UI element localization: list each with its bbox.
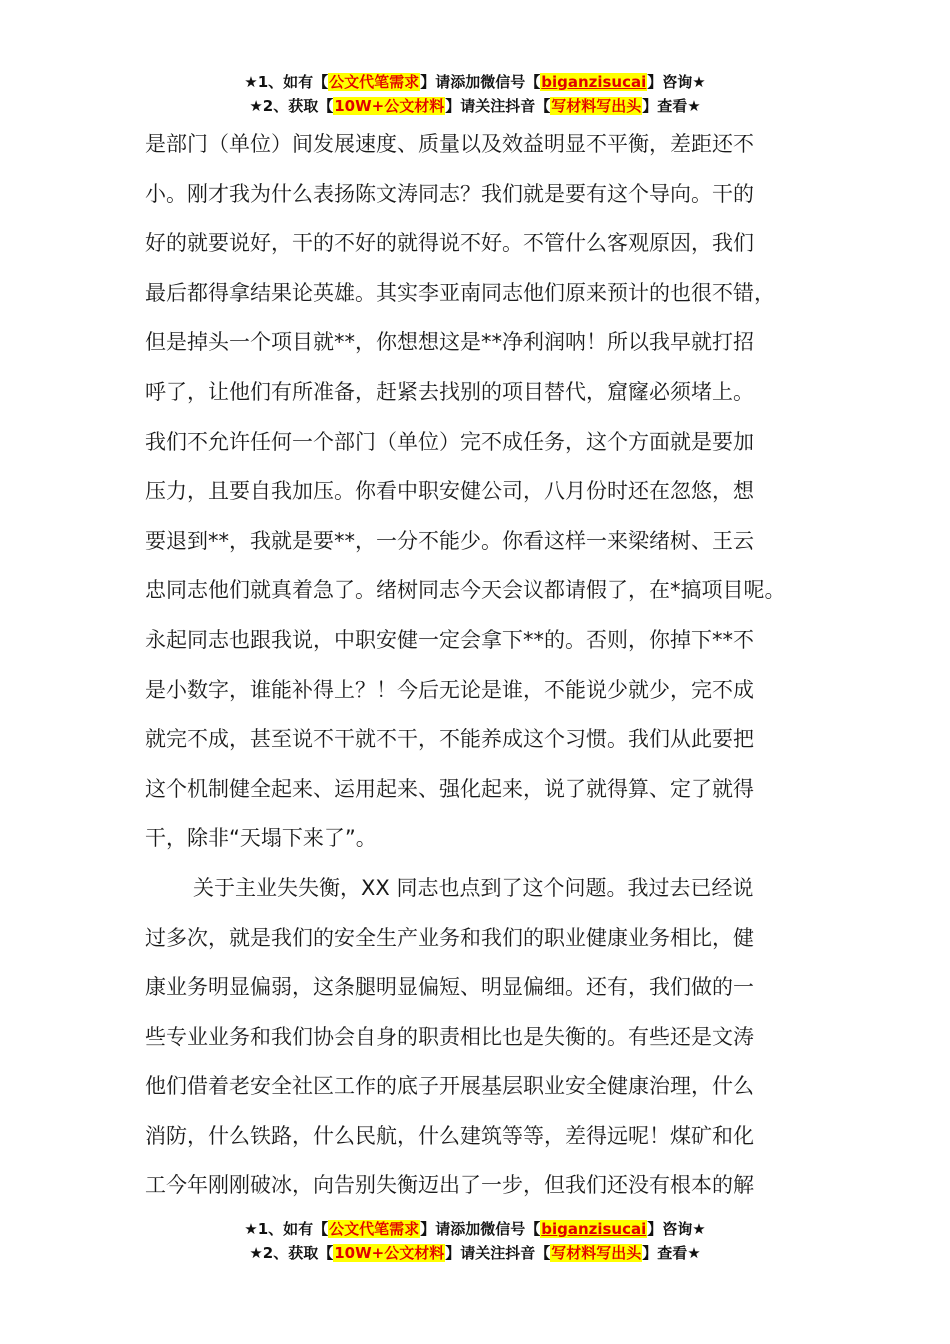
text-line: 他们借着老安全社区工作的底子开展基层职业安全健康治理，什么 — [145, 1074, 754, 1099]
text-line: 永起同志也跟我说，中职安健一定会拿下**的。否则，你掉下**不 — [145, 627, 754, 652]
banner-1-highlight-service: 公文代笔需求 — [329, 1220, 420, 1238]
banner-1-middle: 】请添加微信号【 — [420, 73, 541, 91]
banner-1-wechat-id: biganzisucai — [541, 73, 647, 91]
banner-line-1 — [0, 70, 950, 94]
banner-2-suffix: 】查看★ — [642, 97, 701, 115]
text-line: 小。刚才我为什么表扬陈文涛同志？我们就是要有这个导向。干的 — [145, 181, 754, 206]
text-line: 压力，且要自我加压。你看中职安健公司，八月份时还在忽悠，想 — [145, 479, 754, 504]
banner-1-suffix: 】咨询★ — [647, 73, 706, 91]
text-line: 呼了，让他们有所准备，赶紧去找别的项目替代，窟窿必须堵上。 — [145, 379, 754, 404]
paragraph-1 — [145, 120, 825, 864]
banner-line-1 — [0, 1217, 950, 1241]
banner-2-highlight-materials: 10W+公文材料 — [334, 1244, 445, 1262]
banner-2-douyin-account: 写材料写出头 — [551, 1244, 642, 1262]
banner-2-prefix: ★2、获取【 — [249, 97, 334, 115]
text-line: 就完不成，甚至说不干就不干，不能养成这个习惯。我们从此要把 — [145, 727, 754, 752]
text-line: 这个机制健全起来、运用起来、强化起来，说了就得算、定了就得 — [145, 776, 754, 801]
banner-1-middle: 】请添加微信号【 — [420, 1220, 541, 1238]
text-line: 干，除非“天塌下来了”。 — [145, 826, 377, 851]
banner-2-middle: 】请关注抖音【 — [445, 1244, 551, 1262]
text-line: 是小数字，谁能补得上？！今后无论是谁，不能说少就少，完不成 — [145, 677, 754, 702]
document-body — [145, 120, 825, 1211]
text-line: 好的就要说好，干的不好的就得说不好。不管什么客观原因，我们 — [145, 231, 754, 256]
banner-2-middle: 】请关注抖音【 — [445, 97, 551, 115]
paragraph-2 — [145, 864, 825, 1211]
text-line: 工今年刚刚破冰，向告别失衡迈出了一步，但我们还没有根本的解 — [145, 1173, 754, 1198]
text-line: 是部门（单位）间发展速度、质量以及效益明显不平衡，差距还不 — [145, 132, 754, 156]
banner-2-prefix: ★2、获取【 — [249, 1244, 334, 1262]
banner-line-2 — [0, 94, 950, 118]
banner-1-suffix: 】咨询★ — [647, 1220, 706, 1238]
banner-1-wechat-id: biganzisucai — [541, 1220, 647, 1238]
text-line: 康业务明显偏弱，这条腿明显偏短、明显偏细。还有，我们做的一 — [145, 975, 754, 1000]
header-banner — [0, 70, 950, 118]
text-line: 但是掉头一个项目就**，你想想这是**净利润呐！所以我早就打招 — [145, 330, 754, 355]
banner-1-prefix: ★1、如有【 — [244, 1220, 329, 1238]
text-line: 要退到**，我就是要**，一分不能少。你看这样一来梁绪树、王云 — [145, 528, 754, 553]
text-line: 过多次，就是我们的安全生产业务和我们的职业健康业务相比，健 — [145, 925, 754, 950]
text-line: 忠同志他们就真着急了。绪树同志今天会议都请假了，在*搞项目呢。 — [145, 578, 786, 603]
text-line: 我们不允许任何一个部门（单位）完不成任务，这个方面就是要加 — [145, 429, 754, 454]
banner-2-suffix: 】查看★ — [642, 1244, 701, 1262]
banner-1-highlight-service: 公文代笔需求 — [329, 73, 420, 91]
text-line: 最后都得拿结果论英雄。其实李亚南同志他们原来预计的也很不错， — [145, 280, 775, 305]
text-line-first: 关于主业失失衡，XX 同志也点到了这个问题。我过去已经说 — [193, 875, 754, 900]
banner-2-douyin-account: 写材料写出头 — [551, 97, 642, 115]
banner-1-prefix: ★1、如有【 — [244, 73, 329, 91]
banner-line-2 — [0, 1241, 950, 1265]
banner-2-highlight-materials: 10W+公文材料 — [334, 97, 445, 115]
text-line: 些专业业务和我们协会自身的职责相比也是失衡的。有些还是文涛 — [145, 1024, 754, 1049]
text-line: 消防，什么铁路，什么民航，什么建筑等等，差得远呢！煤矿和化 — [145, 1123, 754, 1148]
footer-banner — [0, 1217, 950, 1265]
